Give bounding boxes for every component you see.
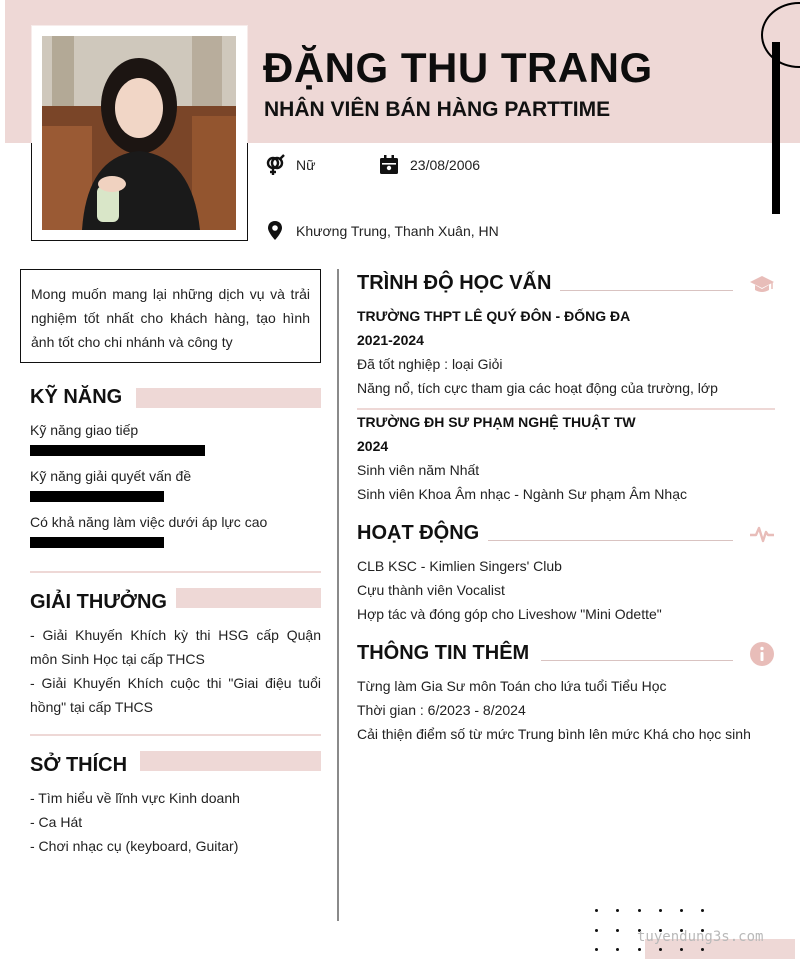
gender-icon xyxy=(264,154,286,176)
skill-label: Kỹ năng giao tiếp xyxy=(30,422,139,438)
career-objective: Mong muốn mang lại những dịch vụ và trải nghiệm tốt nhất cho khách hàng, tạo hình ảnh tốt cho chi nhánh và công ty xyxy=(20,269,321,363)
section-divider xyxy=(30,734,321,736)
skill-level-bar xyxy=(30,537,164,548)
candidate-name: ĐẶNG THU TRANG xyxy=(263,44,653,91)
decorative-dot xyxy=(638,948,641,951)
school-name: TRƯỜNG ĐH SƯ PHẠM NGHỆ THUẬT TW xyxy=(357,414,636,430)
title-rule xyxy=(560,290,733,291)
job-title: NHÂN VIÊN BÁN HÀNG PARTTIME xyxy=(264,98,611,121)
decorative-dot xyxy=(659,909,662,912)
skills-title: KỸ NĂNG xyxy=(30,386,123,408)
decorative-dot xyxy=(659,948,662,951)
additional-line: Cải thiện điểm số từ mức Trung bình lên mức Khá cho học sinh xyxy=(357,726,751,742)
school-name: TRƯỜNG THPT LÊ QUÝ ĐÔN - ĐỐNG ĐA xyxy=(357,308,631,324)
skill-label: Kỹ năng giải quyết vấn đề xyxy=(30,468,192,484)
hobby-item: - Ca Hát xyxy=(30,814,83,830)
section-divider xyxy=(30,571,321,573)
address-value: Khương Trung, Thanh Xuân, HN xyxy=(296,223,499,239)
profile-photo-illustration xyxy=(42,36,236,230)
award-item: - Giải Khuyến Khích kỳ thi HSG cấp Quận môn Sinh Học tại cấp THCS xyxy=(30,627,321,667)
entry-divider xyxy=(357,408,775,410)
skills-title-bar xyxy=(136,388,321,408)
additional-line: Từng làm Gia Sư môn Toán cho lứa tuổi Tiểu Học xyxy=(357,678,667,694)
decorative-dot xyxy=(701,909,704,912)
info-icon xyxy=(749,641,775,667)
title-rule xyxy=(488,540,733,541)
calendar-icon xyxy=(378,154,400,176)
decorative-dot xyxy=(680,948,683,951)
education-detail: Sinh viên Khoa Âm nhạc - Ngành Sư phạm Âm Nhạc xyxy=(357,486,687,502)
column-divider xyxy=(337,269,339,921)
profile-photo xyxy=(42,36,236,230)
activities-title: HOẠT ĐỘNG xyxy=(357,522,480,544)
activity-line: Cựu thành viên Vocalist xyxy=(357,582,505,598)
education-title: TRÌNH ĐỘ HỌC VẤN xyxy=(357,272,552,294)
decorative-dot xyxy=(638,909,641,912)
decorative-dot xyxy=(616,929,619,932)
gender-row xyxy=(264,154,315,176)
title-rule xyxy=(541,660,733,661)
decorative-dot xyxy=(701,948,704,951)
decorative-dot xyxy=(680,909,683,912)
education-detail: Năng nổ, tích cực tham gia các hoạt động của trường, lớp xyxy=(357,380,718,396)
decorative-dot xyxy=(616,948,619,951)
skill-level-bar xyxy=(30,445,205,456)
gender-value: Nữ xyxy=(296,157,316,173)
additional-line: Thời gian : 6/2023 - 8/2024 xyxy=(357,702,526,718)
hobbies-title: SỞ THÍCH xyxy=(30,754,128,776)
decorative-dot xyxy=(616,909,619,912)
award-item: - Giải Khuyến Khích cuộc thi "Giai điệu tuổi hồng" tại cấp THCS xyxy=(30,675,321,715)
awards-title-bar xyxy=(176,588,321,608)
skill-label: Có khả năng làm việc dưới áp lực cao xyxy=(30,514,268,530)
pulse-icon xyxy=(749,521,775,547)
decorative-dot xyxy=(595,929,598,932)
graduation-cap-icon xyxy=(749,271,775,297)
skill-level-bar xyxy=(30,491,164,502)
birthday-value: 23/08/2006 xyxy=(410,157,481,173)
activity-line: CLB KSC - Kimlien Singers' Club xyxy=(357,558,562,574)
decorative-dot xyxy=(595,909,598,912)
hobby-item: - Tìm hiểu về lĩnh vực Kinh doanh xyxy=(30,790,240,806)
education-detail: Đã tốt nghiệp : loại Giỏi xyxy=(357,356,503,372)
map-pin-icon xyxy=(264,220,286,242)
school-years: 2021-2024 xyxy=(357,332,424,348)
activity-line: Hợp tác và đóng góp cho Liveshow "Mini Odette" xyxy=(357,606,662,622)
watermark: tuyendung3s.com xyxy=(637,929,764,945)
address-row xyxy=(264,220,499,242)
education-detail: Sinh viên năm Nhất xyxy=(357,462,480,478)
school-years: 2024 xyxy=(357,438,389,454)
awards-title: GIẢI THƯỞNG xyxy=(30,591,167,613)
additional-info-title: THÔNG TIN THÊM xyxy=(357,642,530,664)
hobby-item: - Chơi nhạc cụ (keyboard, Guitar) xyxy=(30,838,239,854)
decorative-dot xyxy=(595,948,598,951)
decorative-vertical-bar xyxy=(772,42,780,214)
birthday-row xyxy=(378,154,480,176)
hobbies-title-bar xyxy=(140,751,321,771)
